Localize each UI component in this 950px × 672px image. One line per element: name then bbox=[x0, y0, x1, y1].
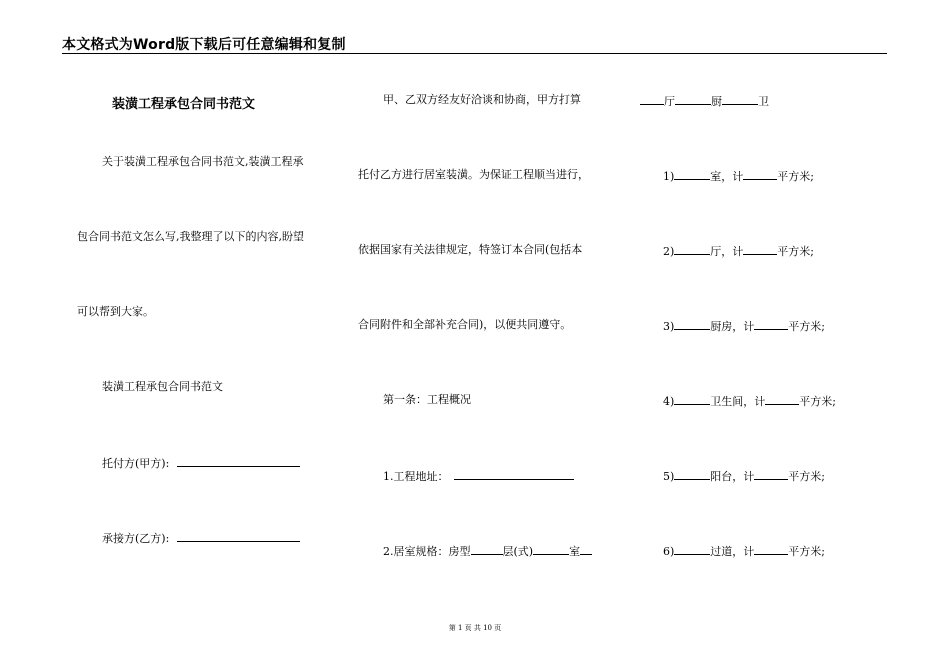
section-subtitle: 装潢工程承包合同书范文 bbox=[102, 380, 223, 393]
area-row-prefix: 6) bbox=[663, 545, 675, 558]
room-ceng-blank bbox=[533, 543, 569, 555]
area-row-prefix: 4) bbox=[663, 395, 675, 408]
area-row-prefix: 3) bbox=[663, 320, 675, 333]
area-row-unit: 平方米; bbox=[788, 470, 826, 483]
area-row bbox=[663, 318, 825, 334]
page-footer: 第 1 页 共 10 页 bbox=[448, 624, 502, 632]
area-row-blank bbox=[674, 468, 710, 480]
document-title: 装潢工程承包合同书范文 bbox=[112, 97, 256, 112]
party-b-blank bbox=[177, 530, 300, 542]
area-row-name: 过道，计 bbox=[710, 545, 755, 558]
room-spec-label: 2.居室规格：房型 bbox=[383, 545, 471, 558]
intro-line-2: 包合同书范文怎么写,我整理了以下的内容,盼望 bbox=[77, 230, 304, 243]
area-row-blank bbox=[674, 243, 710, 255]
article-1-heading: 第一条：工程概况 bbox=[383, 393, 471, 406]
area-row-name: 厨房，计 bbox=[710, 320, 755, 333]
project-address-line bbox=[383, 468, 574, 484]
area-row-value-blank bbox=[754, 543, 788, 555]
area-row-unit: 平方米; bbox=[799, 395, 837, 408]
room-spec-shi: 室 bbox=[569, 545, 581, 558]
intro-line-3: 可以帮到大家。 bbox=[77, 305, 154, 318]
party-a-label: 托付方(甲方): bbox=[102, 457, 170, 470]
area-row-blank bbox=[674, 318, 710, 330]
area-row-value-blank bbox=[754, 468, 788, 480]
area-row-prefix: 5) bbox=[663, 470, 675, 483]
area-row bbox=[663, 468, 825, 484]
area-row-prefix: 2) bbox=[663, 245, 675, 258]
chu-label: 厨 bbox=[711, 95, 722, 108]
wei-label: 卫 bbox=[758, 95, 769, 108]
intro-line-1: 关于装潢工程承包合同书范文,装潢工程承 bbox=[102, 155, 304, 168]
area-row-unit: 平方米; bbox=[788, 320, 826, 333]
area-row-blank bbox=[674, 393, 710, 405]
area-row bbox=[663, 543, 825, 559]
area-row-prefix: 1) bbox=[663, 170, 675, 183]
area-row-blank bbox=[674, 168, 710, 180]
room-type-blank bbox=[471, 543, 503, 555]
area-row-name: 卫生间，计 bbox=[710, 395, 766, 408]
area-row bbox=[663, 168, 814, 184]
project-address-label: 1.工程地址： bbox=[383, 470, 449, 483]
area-row-unit: 平方米; bbox=[777, 245, 815, 258]
area-row-value-blank bbox=[743, 243, 777, 255]
area-row-unit: 平方米; bbox=[777, 170, 815, 183]
area-row-name: 阳台，计 bbox=[710, 470, 755, 483]
area-row bbox=[663, 243, 814, 259]
preamble-line-2: 托付乙方进行居室装潢。为保证工程顺当进行， bbox=[358, 168, 589, 181]
room-shi-blank bbox=[580, 543, 592, 555]
area-row-value-blank bbox=[743, 168, 777, 180]
preamble-line-4: 合同附件和全部补充合同)，以便共同遵守。 bbox=[358, 318, 572, 331]
area-row-unit: 平方米; bbox=[788, 545, 826, 558]
chu-count-blank bbox=[675, 93, 711, 105]
room-spec-ceng: 层(式) bbox=[502, 545, 534, 558]
party-b-line bbox=[102, 530, 300, 546]
party-b-label: 承接方(乙方): bbox=[102, 532, 170, 545]
area-row-name: 厅，计 bbox=[710, 245, 744, 258]
preamble-line-1: 甲、乙双方经友好洽谈和协商，甲方打算 bbox=[383, 93, 581, 106]
party-a-line bbox=[102, 455, 300, 471]
ting-count-blank bbox=[640, 93, 664, 105]
ting-label: 厅 bbox=[664, 95, 675, 108]
party-a-blank bbox=[177, 455, 300, 467]
area-row-blank bbox=[674, 543, 710, 555]
area-row-value-blank bbox=[754, 318, 788, 330]
room-spec-line bbox=[383, 543, 592, 559]
project-address-blank bbox=[454, 468, 574, 480]
header-rule bbox=[62, 53, 887, 54]
area-row-name: 室，计 bbox=[710, 170, 744, 183]
document-header: 本文格式为Word版下载后可任意编辑和复制 bbox=[62, 37, 346, 53]
room-count-line bbox=[640, 93, 769, 109]
preamble-line-3: 依据国家有关法律规定，特签订本合同(包括本 bbox=[358, 243, 583, 256]
area-row bbox=[663, 393, 836, 409]
wei-count-blank bbox=[722, 93, 758, 105]
area-row-value-blank bbox=[765, 393, 799, 405]
